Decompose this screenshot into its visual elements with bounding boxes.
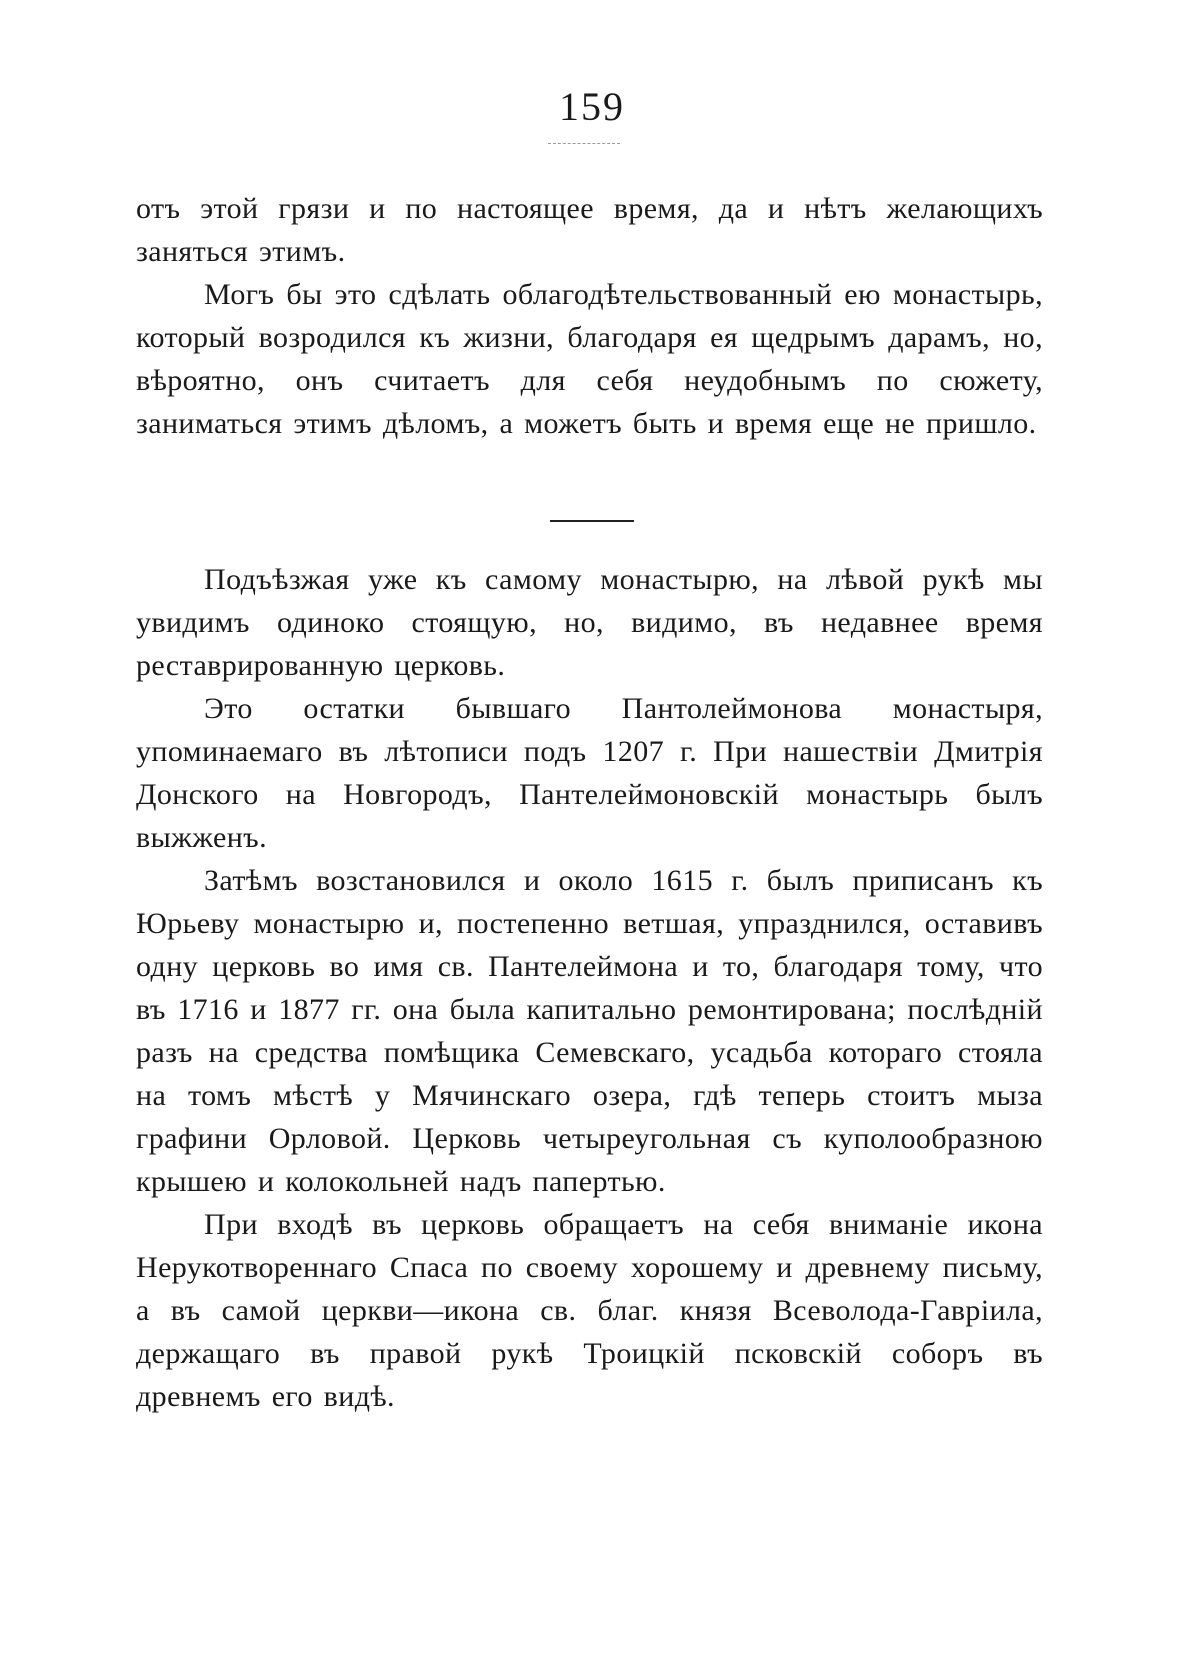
page-number: 159 <box>559 84 625 129</box>
section-separator-rule <box>550 520 634 522</box>
paragraph-continuation: отъ этой грязи и по настоящее время, да и нѣтъ желающихъ заняться этимъ. <box>136 192 1043 268</box>
paragraph: Подъѣзжая уже къ самому монастырю, на лѣвой рукѣ мы увидимъ одиноко стоящую, но, видимо, въ недавнее время реставрированную церковь. <box>136 563 1043 682</box>
paragraph: При входѣ въ церковь обращаетъ на себя вниманіе икона Нерукотвореннаго Спаса по своему хорошему и древнему письму, а въ самой церкви—икона св. благ. князя Всеволода-Гавріила, держащаго въ правой рукѣ Троицкій псковскій соборъ въ древнемъ его видѣ. <box>136 1208 1043 1413</box>
page-number-underline <box>548 143 620 144</box>
text-section-continuation <box>136 187 1043 445</box>
paragraph: Могъ бы это сдѣлать облагодѣтельствованный ею монастырь, который возродился къ жизни, благодаря ея щедрымъ дарамъ, но, вѣроятно, онъ считаетъ для себя неудобнымъ по сюжету, заниматься этимъ дѣломъ, а можетъ быть и время еще не пришло. <box>136 278 1043 440</box>
paragraph: Затѣмъ возстановился и около 1615 г. былъ приписанъ къ Юрьеву монастырю и, постепенно ветшая, упразднился, оставивъ одну церковь во имя св. Пантелеймона и то, благодаря тому, что въ 1716 и 1877 гг. она была капитально ремонтирована; послѣдній разъ на средства помѣщика Семевскаго, усадьба котораго стояла на томъ мѣстѣ у Мячинскаго озера, гдѣ теперь стоитъ мыза графини Орловой. Церковь четыреугольная съ куполообразною крышею и колокольней надъ папертью. <box>136 864 1043 1198</box>
paragraph: Это остатки бывшаго Пантолеймонова монастыря, упоминаемаго въ лѣтописи подъ 1207 г. При нашествіи Дмитрія Донского на Новгородъ, Пантелеймоновскій монастырь былъ выжженъ. <box>136 692 1043 854</box>
text-section-pantaleimon-church <box>136 558 1043 1418</box>
